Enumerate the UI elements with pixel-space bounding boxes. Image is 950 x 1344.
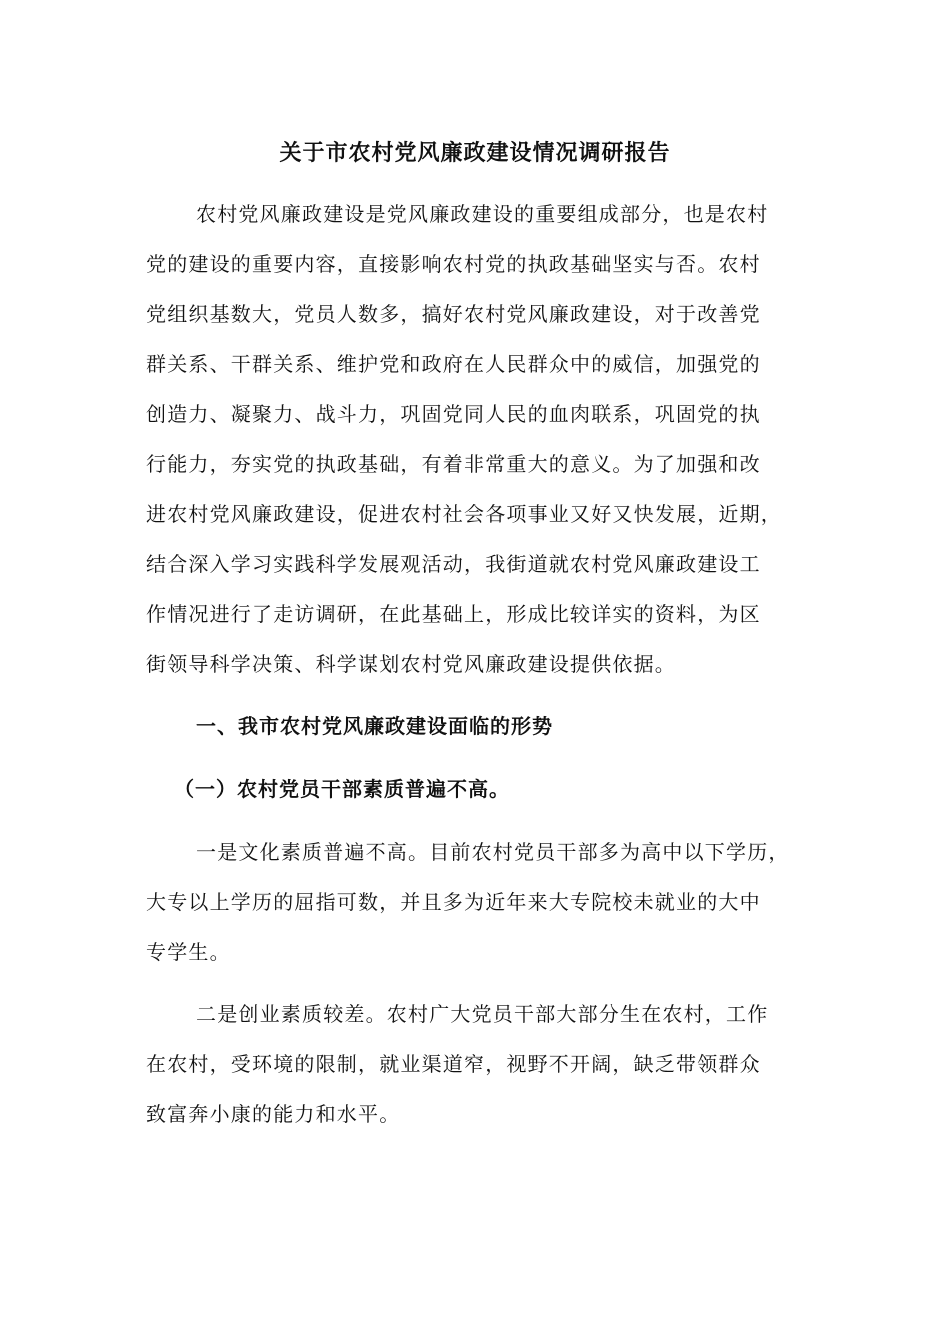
section-heading: 一、我市农村党风廉政建设面临的形势 [196, 714, 553, 738]
paragraph-line: 大专以上学历的屈指可数，并且多为近年来大专院校未就业的大中 [146, 890, 761, 914]
subsection-heading: （一）农村党员干部素质普遍不高。 [174, 777, 510, 801]
paragraph-line: 结合深入学习实践科学发展观活动，我街道就农村党风廉政建设工 [146, 552, 761, 576]
paragraph-line: 街领导科学决策、科学谋划农村党风廉政建设提供依据。 [146, 652, 676, 676]
paragraph-line: 作情况进行了走访调研，在此基础上，形成比较详实的资料，为区 [146, 602, 761, 626]
paragraph-line: 行能力，夯实党的执政基础，有着非常重大的意义。为了加强和改 [146, 452, 761, 476]
paragraph-line: 党的建设的重要内容，直接影响农村党的执政基础坚实与否。农村 [146, 252, 761, 276]
paragraph-line: 专学生。 [146, 940, 231, 964]
document-title: 关于市农村党风廉政建设情况调研报告 [279, 140, 671, 166]
paragraph-line: 群关系、干群关系、维护党和政府在人民群众中的威信，加强党的 [146, 352, 761, 376]
paragraph-line: 创造力、凝聚力、战斗力，巩固党同人民的血肉联系，巩固党的执 [146, 402, 761, 426]
paragraph-line: 一是文化素质普遍不高。目前农村党员干部多为高中以下学历， [196, 840, 790, 864]
paragraph-line: 党组织基数大，党员人数多，搞好农村党风廉政建设，对于改善党 [146, 302, 761, 326]
paragraph-line: 二是创业素质较差。农村广大党员干部大部分生在农村，工作 [196, 1002, 769, 1026]
paragraph-line: 致富奔小康的能力和水平。 [146, 1102, 401, 1126]
paragraph-line: 在农村，受环境的限制，就业渠道窄，视野不开阔，缺乏带领群众 [146, 1052, 761, 1076]
paragraph-line: 农村党风廉政建设是党风廉政建设的重要组成部分，也是农村 [196, 202, 769, 226]
paragraph-line: 进农村党风廉政建设，促进农村社会各项事业又好又快发展，近期， [146, 502, 782, 526]
